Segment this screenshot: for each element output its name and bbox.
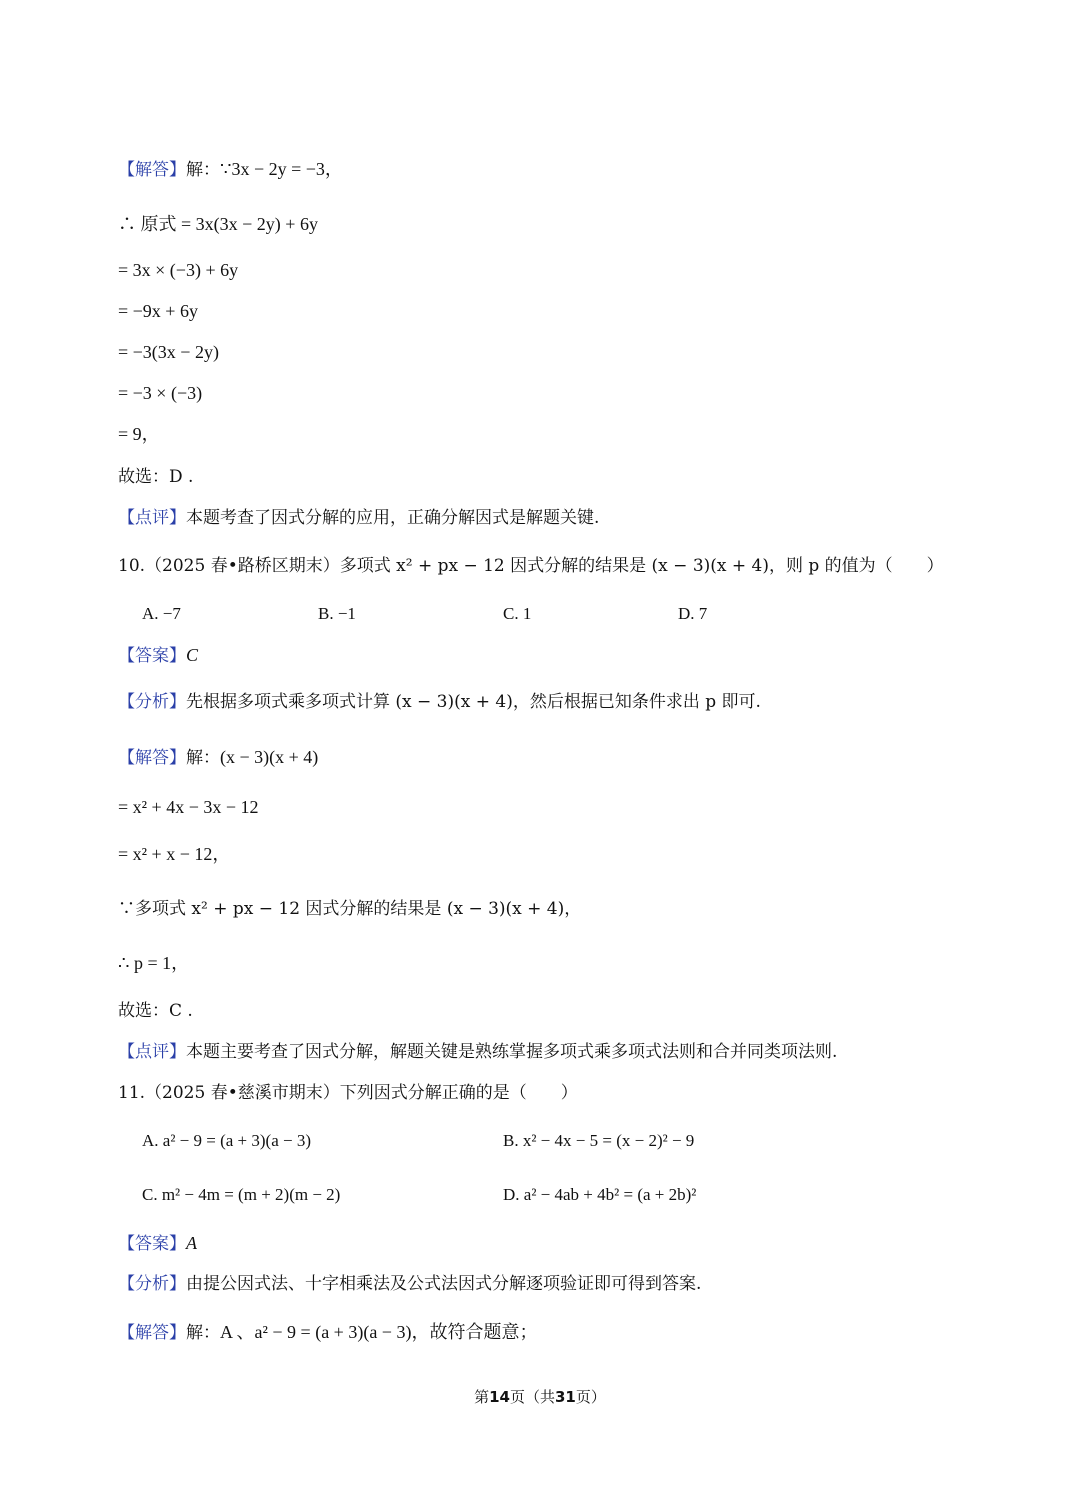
- comment-text: 本题主要考查了因式分解，解题关键是熟练掌握多项式乘多项式法则和合并同类项法则.: [186, 1042, 838, 1062]
- q9-step-6: = 9，: [118, 424, 160, 444]
- page-footer: [0, 1386, 1080, 1408]
- q9-step-1: ∴ 原式 = 3x(3x − 2y) + 6y: [118, 214, 318, 234]
- q9-step-2: = 3x × (−3) + 6y: [118, 260, 239, 280]
- q10-step-4: ∴ p = 1，: [118, 953, 190, 973]
- analysis-text: 先根据多项式乘多项式计算 (x − 3)(x + 4)，然后根据已知条件求出 p 即可.: [186, 692, 761, 712]
- solution-tag: 【解答】: [118, 1323, 186, 1343]
- q10-option-b: B. −1: [318, 604, 356, 623]
- solution-math: ∵3x − 2y = −3，: [220, 159, 343, 179]
- q11-option-a: A. a² − 9 = (a + 3)(a − 3): [142, 1131, 312, 1150]
- q10-option-a: A. −7: [142, 604, 181, 623]
- footer-prefix: 第: [474, 1388, 490, 1406]
- answer-tag: 【答案】: [118, 646, 186, 666]
- q10-option-d: D. 7: [678, 604, 708, 623]
- q9-comment-line: [118, 506, 599, 530]
- q10-step-1: = x² + 4x − 3x − 12: [118, 797, 259, 817]
- analysis-text: 由提公因式法、十字相乘法及公式法因式分解逐项验证即可得到答案.: [186, 1274, 702, 1294]
- q9-step-5: = −3 × (−3): [118, 383, 203, 403]
- comment-tag: 【点评】: [118, 508, 186, 528]
- q11-analysis-line: [118, 1272, 701, 1296]
- solution-tag: 【解答】: [118, 748, 186, 768]
- q11-option-d: D. a² − 4ab + 4b² = (a + 2b)²: [503, 1185, 697, 1204]
- answer-tag: 【答案】: [118, 1234, 186, 1254]
- q11-option-c: C. m² − 4m = (m + 2)(m − 2): [142, 1185, 341, 1204]
- q11-option-b: B. x² − 4x − 5 = (x − 2)² − 9: [503, 1131, 695, 1150]
- q9-choice: 故选：D .: [118, 467, 194, 487]
- q10-option-c: C. 1: [503, 604, 532, 623]
- comment-tag: 【点评】: [118, 1042, 186, 1062]
- q10-comment-line: [118, 1040, 837, 1064]
- q10-answer-line: [118, 643, 198, 668]
- q11-solution-line: [118, 1320, 537, 1345]
- footer-mid: 页（共: [509, 1388, 555, 1406]
- q11-stem: 11.（2025 春•慈溪市期末）下列因式分解正确的是（ ）: [118, 1083, 578, 1103]
- q10-step-2: = x² + x − 12，: [118, 844, 231, 864]
- solution-math: (x − 3)(x + 4): [220, 747, 319, 767]
- solution-tag: 【解答】: [118, 160, 186, 180]
- total-page-number: 31: [555, 1388, 576, 1406]
- q10-choice: 故选：C .: [118, 1001, 193, 1021]
- q10-analysis-line: [118, 690, 761, 714]
- solution-prefix: 解：: [186, 1323, 220, 1343]
- q11-answer-line: [118, 1231, 197, 1256]
- footer-suffix: 页）: [575, 1388, 606, 1406]
- q9-solution-line: [118, 157, 343, 182]
- q9-step-4: = −3(3x − 2y): [118, 342, 219, 362]
- solution-math: A 、a² − 9 = (a + 3)(a − 3)，故符合题意；: [220, 1322, 538, 1342]
- analysis-tag: 【分析】: [118, 692, 186, 712]
- answer-value: C: [186, 645, 199, 665]
- q10-solution-line: [118, 745, 318, 770]
- q10-stem: 10.（2025 春•路桥区期末）多项式 x² + px − 12 因式分解的结果是 (x − 3)(x + 4)，则 p 的值为（ ）: [118, 556, 944, 576]
- solution-prefix: 解：: [186, 160, 220, 180]
- q9-step-3: = −9x + 6y: [118, 301, 198, 321]
- answer-value: A: [186, 1233, 197, 1253]
- current-page-number: 14: [489, 1388, 510, 1406]
- solution-prefix: 解：: [186, 748, 220, 768]
- comment-text: 本题考查了因式分解的应用，正确分解因式是解题关键.: [186, 508, 600, 528]
- q10-step-3: ∵多项式 x² + px − 12 因式分解的结果是 (x − 3)(x + 4)，: [118, 899, 582, 919]
- analysis-tag: 【分析】: [118, 1274, 186, 1294]
